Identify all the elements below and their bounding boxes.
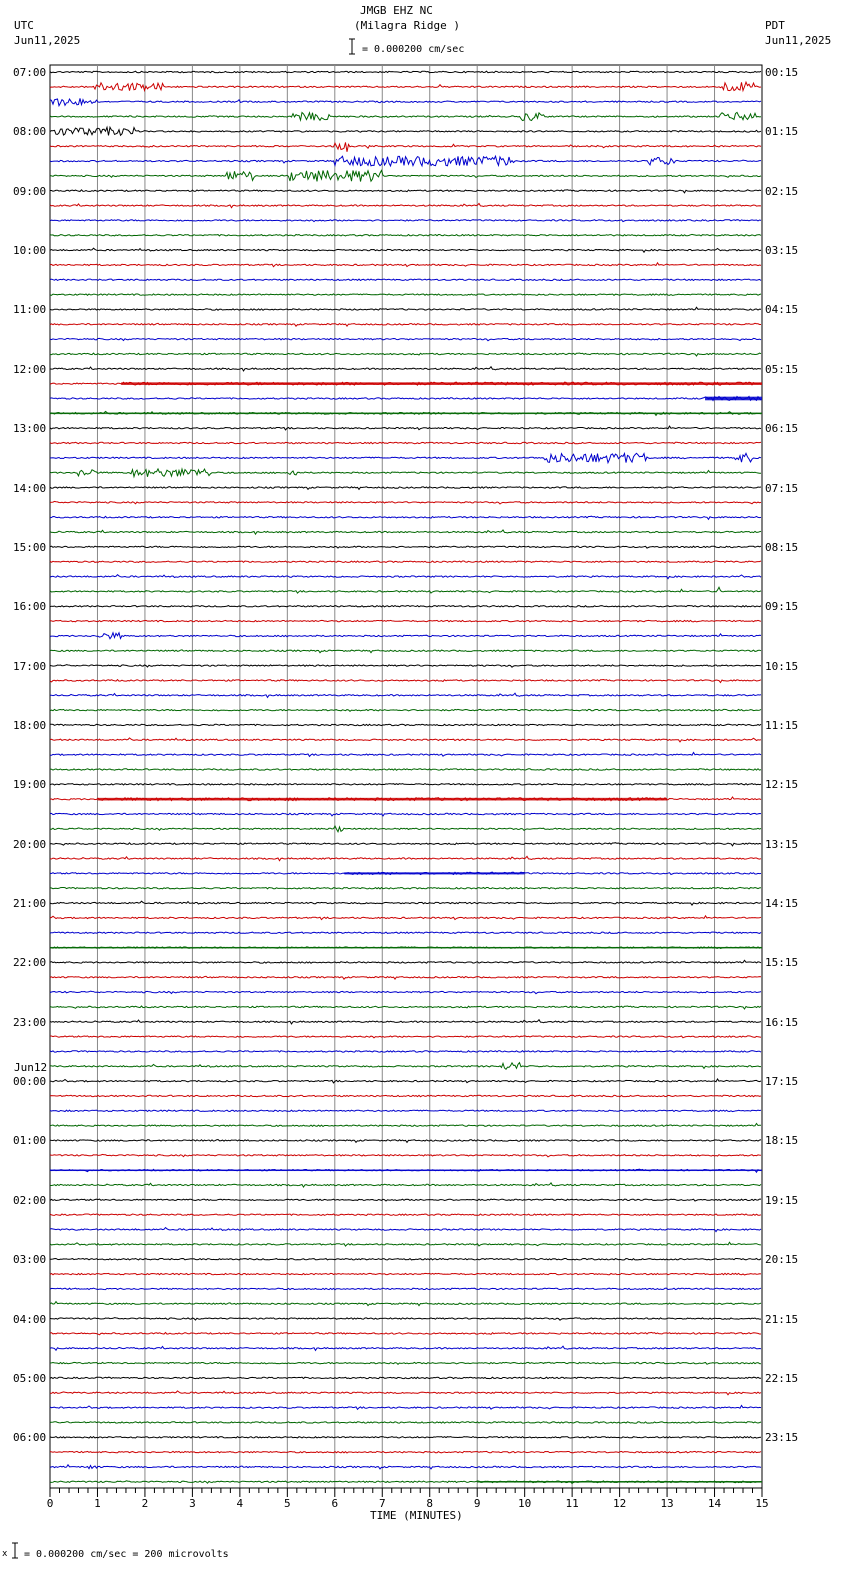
trace-rows [50, 71, 762, 1483]
left-hour-label: 15:00 [13, 540, 47, 554]
right-hour-label: 22:15 [765, 1371, 799, 1385]
right-hour-label: 11:15 [765, 718, 799, 732]
x-tick-label: 1 [94, 1497, 101, 1510]
right-hour-label: 04:15 [765, 303, 799, 317]
x-tick-label: 5 [284, 1497, 291, 1510]
trace-line [50, 156, 761, 166]
trace-line [50, 932, 761, 934]
trace-noise-band [344, 872, 524, 874]
left-hour-label: 04:00 [13, 1312, 47, 1326]
x-tick-label: 12 [612, 1497, 627, 1510]
right-time-zone: PDT [765, 19, 785, 32]
left-hour-label: 03:00 [13, 1253, 47, 1267]
trace-line [50, 1362, 761, 1364]
trace-line [50, 307, 761, 310]
trace-line [50, 396, 761, 400]
left-date-label: Jun12 [14, 1061, 48, 1075]
trace-line [50, 650, 761, 653]
trace-line [50, 693, 761, 697]
trace-noise-band [477, 1481, 762, 1483]
trace-line [50, 442, 761, 444]
trace-noise-band [50, 413, 762, 415]
trace-line [50, 826, 761, 832]
right-hour-label: 07:15 [765, 481, 799, 495]
left-hour-label: 23:00 [13, 1015, 47, 1029]
trace-line [50, 112, 761, 120]
trace-line [50, 1422, 761, 1424]
trace-line [50, 1451, 761, 1453]
right-hour-label: 14:15 [765, 897, 799, 911]
trace-noise-band [50, 1170, 762, 1172]
left-hour-label: 09:00 [13, 184, 47, 198]
trace-line [50, 1228, 761, 1232]
right-hour-label: 21:15 [765, 1312, 799, 1326]
left-hour-label: 16:00 [13, 600, 47, 614]
left-hour-label: 08:00 [13, 125, 47, 139]
trace-line [50, 353, 761, 356]
left-hour-label: 05:00 [13, 1371, 47, 1385]
site-name: (Milagra Ridge ) [354, 19, 460, 32]
trace-line [50, 901, 761, 905]
right-hour-label: 01:15 [765, 125, 799, 139]
right-hour-label: 00:15 [765, 66, 799, 79]
scale-label: = 0.000200 cm/sec [362, 44, 465, 55]
footer-scale-bar-icon [11, 1542, 19, 1560]
right-hour-label: 06:15 [765, 422, 799, 436]
x-tick-label: 6 [331, 1497, 339, 1510]
trace-line [50, 606, 761, 608]
x-tick-label: 2 [141, 1497, 149, 1510]
trace-line [50, 813, 761, 816]
left-hour-label: 17:00 [13, 659, 47, 673]
trace-line [50, 991, 761, 994]
trace-line [50, 367, 761, 371]
trace-line [50, 204, 761, 208]
trace-line [50, 633, 761, 639]
trace-line [50, 665, 761, 668]
trace-line [50, 279, 761, 281]
right-hour-label: 09:15 [765, 600, 799, 614]
trace-line [50, 724, 761, 726]
trace-line [50, 1391, 761, 1395]
right-hour-label: 03:15 [765, 244, 799, 258]
x-tick-label: 14 [707, 1497, 722, 1510]
trace-line [50, 738, 761, 742]
x-tick-label: 0 [46, 1497, 54, 1510]
footer-scale-note: = 0.000200 cm/sec = 200 microvolts [24, 1549, 229, 1560]
trace-line [50, 142, 761, 151]
right-hour-label: 15:15 [765, 956, 799, 970]
trace-noise-band [121, 382, 762, 385]
trace-line [50, 1036, 761, 1038]
trace-line [50, 1199, 761, 1201]
trace-line [50, 587, 761, 593]
right-hour-label: 16:15 [765, 1015, 799, 1029]
x-tick-label: 4 [236, 1497, 244, 1510]
trace-line [50, 753, 761, 757]
trace-line [50, 487, 761, 490]
trace-line [50, 1465, 761, 1469]
right-hour-label: 19:15 [765, 1193, 799, 1207]
left-hour-label: 00:00 [13, 1075, 47, 1089]
trace-line [50, 856, 761, 860]
left-hour-label: 10:00 [13, 244, 47, 258]
trace-line [50, 248, 761, 252]
trace-noise-band [97, 798, 667, 801]
left-hour-label: 18:00 [13, 718, 47, 732]
trace-line [50, 680, 761, 683]
left-hour-label: 06:00 [13, 1431, 47, 1445]
left-hour-label: 21:00 [13, 897, 47, 911]
left-hour-label: 12:00 [13, 362, 47, 376]
trace-line [50, 769, 761, 771]
trace-line [50, 1006, 761, 1009]
x-tick-label: 7 [378, 1497, 386, 1510]
trace-line [50, 887, 761, 889]
trace-line [50, 1020, 761, 1024]
trace-line [50, 469, 761, 477]
left-hour-label: 02:00 [13, 1193, 47, 1207]
left-date: Jun11,2025 [14, 34, 81, 47]
x-tick-label: 8 [426, 1497, 434, 1510]
left-hour-label: 07:00 [13, 66, 47, 79]
trace-line [50, 1437, 761, 1439]
time-axis [47, 1488, 769, 1510]
trace-line [50, 127, 761, 135]
trace-line [50, 263, 761, 267]
trace-line [50, 575, 761, 579]
x-tick-label: 13 [660, 1497, 674, 1510]
trace-noise-band [50, 947, 762, 949]
trace-line [50, 976, 761, 979]
trace-line [50, 1214, 761, 1215]
right-hour-label: 08:15 [765, 540, 799, 554]
trace-line [50, 1095, 761, 1097]
x-axis-title: TIME (MINUTES) [370, 1509, 463, 1522]
trace-line [50, 426, 761, 430]
trace-line [50, 1302, 761, 1306]
x-tick-label: 10 [518, 1497, 532, 1510]
right-date: Jun11,2025 [765, 34, 832, 47]
trace-line [50, 453, 761, 462]
x-tick-label: 15 [755, 1497, 769, 1510]
x-tick-label: 3 [189, 1497, 196, 1510]
left-hour-label: 11:00 [13, 303, 47, 317]
station-title: JMGB EHZ NC [360, 4, 433, 17]
trace-line [50, 170, 761, 181]
left-time-zone: UTC [14, 19, 34, 32]
trace-line [50, 1183, 761, 1187]
trace-line [50, 561, 761, 563]
trace-line [50, 1079, 761, 1083]
trace-line [50, 294, 761, 296]
left-hour-label: 14:00 [13, 481, 47, 495]
trace-line [50, 1377, 761, 1378]
left-hour-label: 01:00 [13, 1134, 47, 1148]
trace-line [50, 1051, 761, 1053]
trace-line [50, 82, 761, 91]
trace-line [50, 323, 761, 326]
trace-noise-band [705, 397, 762, 401]
trace-line [50, 960, 761, 963]
footer-mark: x [2, 1549, 8, 1559]
trace-line [50, 1110, 761, 1112]
left-hour-label: 13:00 [13, 422, 47, 436]
trace-line [50, 98, 761, 105]
trace-line [50, 1332, 761, 1334]
trace-line [50, 843, 761, 846]
right-hour-label: 23:15 [765, 1431, 799, 1445]
trace-line [50, 1063, 761, 1070]
right-hour-label: 20:15 [765, 1253, 799, 1267]
left-hour-label: 19:00 [13, 778, 47, 792]
trace-line [50, 784, 761, 786]
trace-line [50, 1273, 761, 1275]
trace-line [50, 1259, 761, 1261]
right-hour-label: 05:15 [765, 362, 799, 376]
right-hour-label: 12:15 [765, 778, 799, 792]
trace-line [50, 501, 761, 504]
trace-line [50, 1318, 761, 1321]
trace-line [50, 546, 761, 548]
trace-line [50, 338, 761, 340]
right-hour-label: 17:15 [765, 1075, 799, 1089]
right-hour-label: 13:15 [765, 837, 799, 851]
trace-line [50, 1140, 761, 1143]
trace-line [50, 220, 761, 222]
trace-line [50, 1346, 761, 1350]
trace-line [50, 1242, 761, 1246]
right-hour-label: 10:15 [765, 659, 799, 673]
left-hour-label: 20:00 [13, 837, 47, 851]
trace-line [50, 234, 761, 236]
trace-line [50, 1406, 761, 1410]
trace-line [50, 916, 761, 920]
trace-line [50, 1288, 761, 1290]
trace-line [50, 1124, 761, 1127]
trace-line [50, 709, 761, 711]
x-tick-label: 9 [473, 1497, 481, 1510]
trace-line [50, 1154, 761, 1157]
scale-bar-icon [348, 38, 356, 56]
trace-line [50, 190, 761, 193]
trace-line [50, 516, 761, 519]
left-hour-label: 22:00 [13, 956, 47, 970]
trace-line [50, 530, 761, 534]
x-tick-label: 11 [565, 1497, 579, 1510]
right-hour-label: 18:15 [765, 1134, 799, 1148]
right-hour-label: 02:15 [765, 184, 799, 198]
trace-line [50, 620, 761, 622]
trace-line [50, 71, 761, 73]
